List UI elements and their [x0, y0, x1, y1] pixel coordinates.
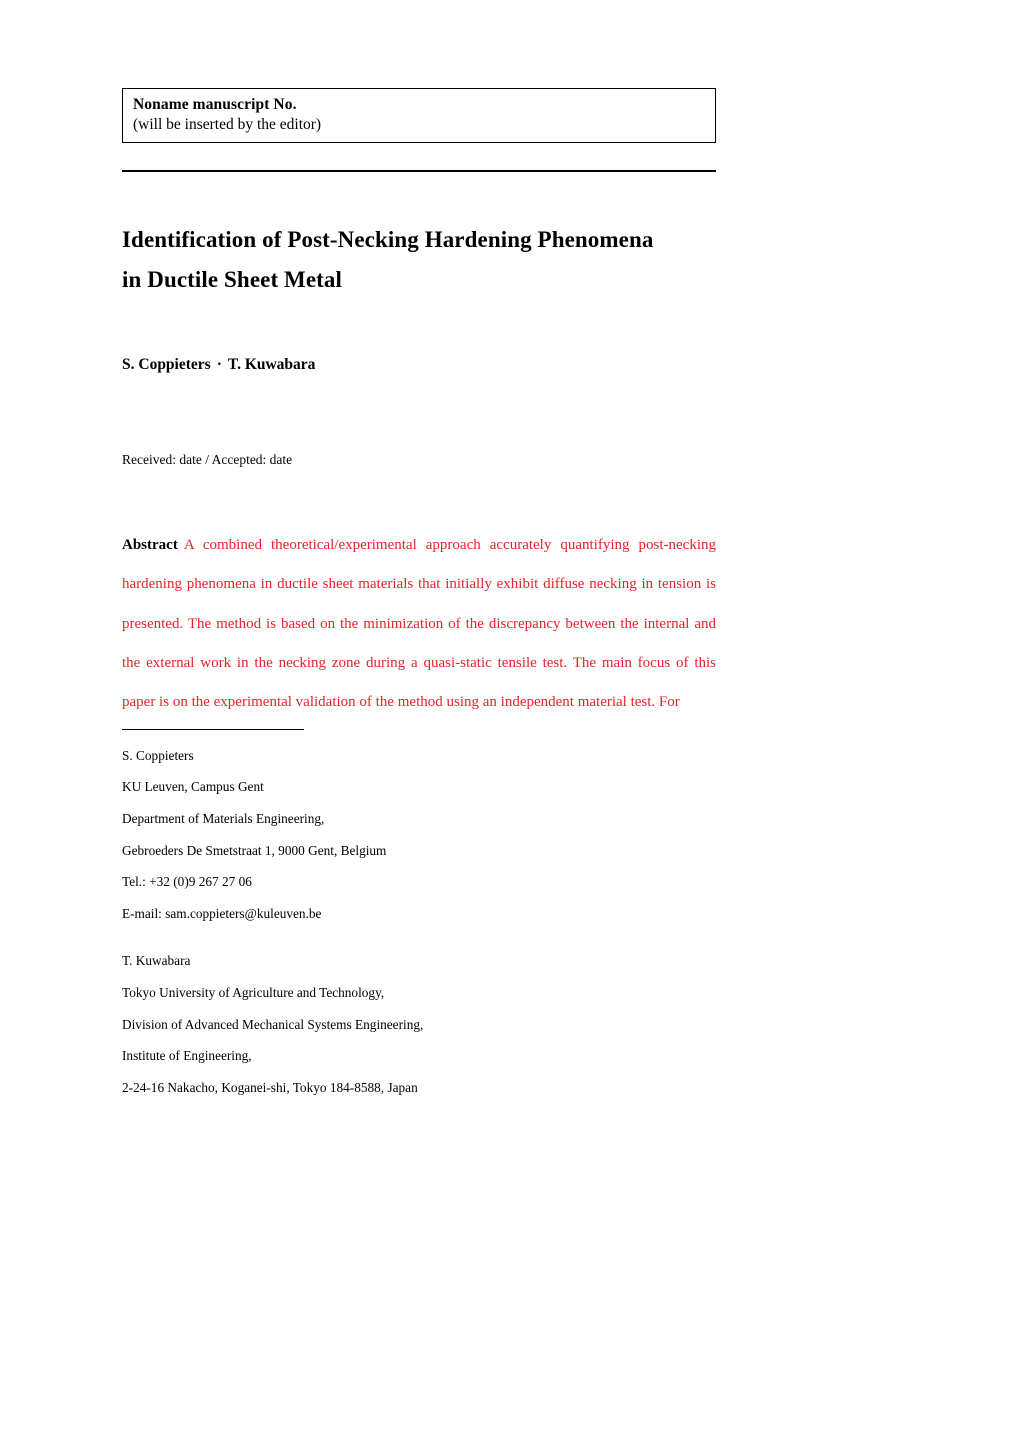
footnote-line: Tel.: +32 (0)9 267 27 06 — [122, 874, 252, 890]
manuscript-number: Noname manuscript No. — [133, 96, 297, 113]
footnote-line: Tokyo University of Agriculture and Technology, — [122, 985, 385, 1001]
footnote-line: Division of Advanced Mechanical Systems Engineering, — [122, 1016, 424, 1032]
footnote-line: 2-24-16 Nakacho, Koganei-shi, Tokyo 184-8588, Japan — [122, 1080, 418, 1096]
abstract-paragraph — [122, 526, 716, 722]
received-accepted-line: Received: date / Accepted: date — [122, 452, 293, 468]
footnote-line: T. Kuwabara — [122, 953, 191, 969]
footnote-divider — [122, 729, 304, 730]
footnote-line: S. Coppieters — [122, 747, 194, 763]
footnote-author-2 — [122, 945, 716, 1103]
author-first: S. Coppieters — [122, 356, 211, 374]
header-divider — [122, 170, 716, 172]
footnote-line: Gebroeders De Smetstraat 1, 9000 Gent, Belgium — [122, 842, 387, 858]
title-line-2: in Ductile Sheet Metal — [122, 266, 343, 292]
footnote-line: Department of Materials Engineering, — [122, 810, 325, 826]
footnote-author-1 — [122, 740, 716, 930]
abstract-label: Abstract — [122, 537, 178, 554]
abstract-text: A combined theoretical/experimental approach accurately quantifying post-necking hardening phenomena in ductile sheet materials that initially exhibit diffuse necking in tension is presented. The method is based on the minimization of the discrepancy between the internal and the external work in the necking zone during a quasi-static tensile test. The main focus of this paper is on the experimental validation of the method using an independent material test. For — [122, 537, 716, 711]
editor-note: (will be inserted by the editor) — [133, 115, 322, 133]
author-list — [122, 356, 716, 374]
footnote-email: E-mail: sam.coppieters@kuleuven.be — [122, 905, 322, 921]
author-second: T. Kuwabara — [227, 356, 316, 374]
manuscript-header-box — [122, 88, 716, 143]
page-title — [122, 220, 716, 301]
title-line-1: Identification of Post-Necking Hardening Phenomena — [122, 226, 654, 252]
footnote-line: Institute of Engineering, — [122, 1048, 252, 1064]
footnote-line: KU Leuven, Campus Gent — [122, 779, 264, 795]
author-separator: · — [216, 356, 222, 374]
page-content — [122, 88, 716, 1104]
